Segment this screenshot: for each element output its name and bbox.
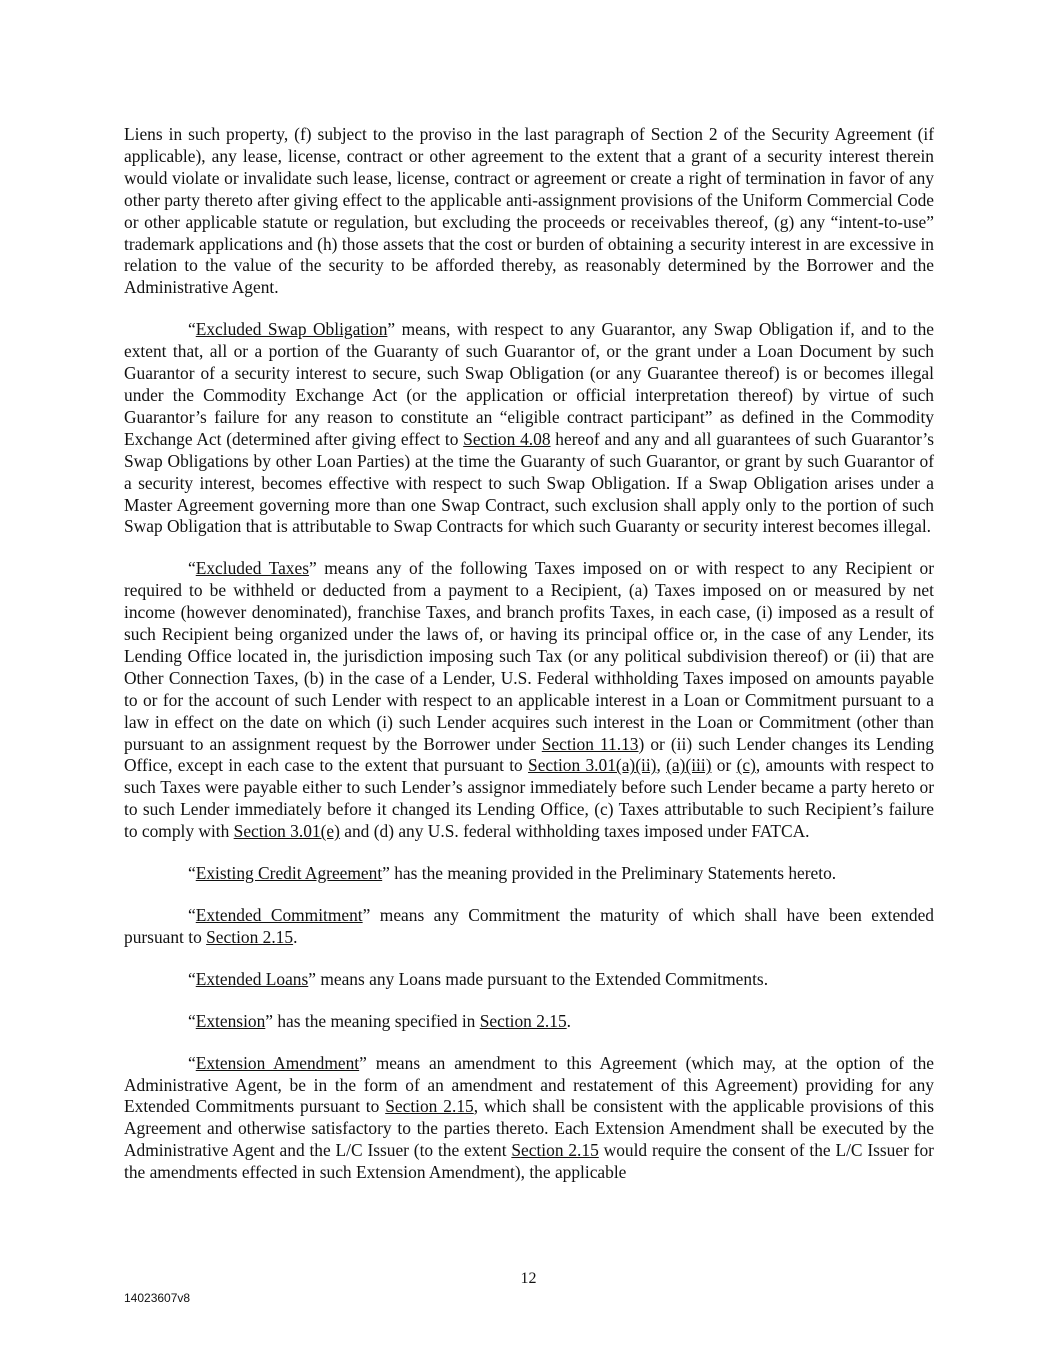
section-reference: Section 2.15 — [479, 1010, 567, 1031]
definition-text: , — [656, 755, 667, 776]
open-quote: “ — [188, 863, 196, 884]
definition-excluded-swap-obligation — [124, 319, 934, 538]
definition-existing-credit-agreement — [124, 863, 934, 885]
document-id: 14023607v8 — [124, 1291, 191, 1305]
section-reference: (c) — [736, 755, 756, 776]
open-quote: “ — [188, 319, 196, 340]
definition-text: . — [566, 1010, 572, 1031]
definition-text: ” means any Commitment the maturity of which shall have been extended pursuant to — [124, 905, 934, 947]
open-quote: “ — [188, 558, 196, 579]
definition-text: ” means, with respect to any Guarantor, any Swap Obligation if, and to the extent that, all or a portion of the Guaranty of such Guarantor of, or the grant under a Loan Document by such Guarantor of a security interest to secure, such Swap Obligation (or any Guarantee thereof) is or becomes illegal under the Commodity Exchange Act (or the application or official interpretation thereof) by virtue of such Guarantor’s failure for any reason to constitute an “eligible contract participant” as defined in the Commodity Exchange Act (determined after giving effect to — [124, 319, 934, 449]
open-quote: “ — [188, 1010, 196, 1031]
definition-text: . — [293, 926, 298, 947]
defined-term: Excluded Swap Obligation — [195, 319, 388, 340]
open-quote: “ — [188, 968, 196, 989]
definition-text: ) or (ii) such Lender changes its Lending Office, except in each case to the extent that pursuant to — [124, 733, 934, 776]
definition-extension — [124, 1011, 934, 1033]
definition-text: ” means any Loans made pursuant to the Extended Commitments. — [308, 968, 769, 989]
definition-extension-amendment — [124, 1053, 934, 1184]
section-reference: Section 2.15 — [511, 1140, 599, 1161]
section-reference: Section 2.15 — [206, 926, 294, 947]
definition-text: , which shall be consistent with the applicable provisions of this Agreement and otherwise satisfactory to the parties thereto. Each Extension Amendment shall be executed by the Administrative Agent and the L/C Issuer (to the extent — [124, 1096, 934, 1161]
defined-term: Existing Credit Agreement — [195, 863, 383, 884]
section-reference: Section 4.08 — [463, 428, 551, 449]
page-number: 12 — [520, 1270, 537, 1287]
definition-text: hereof and any and all guarantees of such Guarantor’s Swap Obligations by other Loan Parties) at the time the Guaranty of such Guarantor, or grant by such Guarantor of a security interest, becomes effective with respect to such Swap Obligation. If a Swap Obligation arises under a Master Agreement governing more than one Swap Contract, such exclusion shall apply only to the portion of such Swap Obligation that is attributable to Swap Contracts for which such Guaranty or security interest becomes illegal. — [124, 428, 934, 537]
section-reference: Section 11.13 — [541, 733, 639, 754]
definition-text: ” has the meaning provided in the Preliminary Statements hereto. — [382, 863, 837, 884]
section-reference: Section 2.15 — [385, 1096, 474, 1117]
definition-text: and (d) any U.S. federal withholding taxes imposed under FATCA. — [339, 821, 810, 842]
paragraph-text: Liens in such property, (f) subject to the proviso in the last paragraph of Section 2 of the Security Agreement (if applicable), any lease, license, contract or other agreement to the extent that a grant of a security interest therein would violate or invalidate such lease, license, contract or agreement or create a right of termination in favor of any other party thereto after giving effect to the applicable anti-assignment provisions of the Uniform Commercial Code or other applicable statute or regulation, but excluding the proceeds or receivables thereof, (g) any “intent-to-use” trademark applications and (h) those assets that the cost or burden of obtaining a security interest in are excessive in relation to the value of the security to be afforded thereby, as reasonably determined by the Borrower and the Administrative Agent. — [124, 124, 934, 298]
open-quote: “ — [188, 1052, 196, 1073]
paragraph-collateral-exclusions — [124, 124, 934, 299]
defined-term: Extended Loans — [195, 968, 309, 989]
definition-text: ” has the meaning specified in — [265, 1010, 480, 1031]
definition-text: would require the consent of the L/C Issuer for the amendments effected in such Extension Amendment), the applicable — [124, 1140, 934, 1183]
definition-text: ” means an amendment to this Agreement (which may, at the option of the Administrative Agent, be in the form of an amendment and restatement of this Agreement) providing for any Extended Commitments pursuant to — [124, 1052, 934, 1117]
definition-extended-commitment — [124, 905, 934, 949]
open-quote: “ — [188, 905, 196, 925]
section-reference: (a)(iii) — [666, 755, 712, 776]
defined-term: Extension Amendment — [195, 1052, 360, 1073]
definition-text: or — [711, 755, 737, 776]
definition-text: ” means any of the following Taxes imposed on or with respect to any Recipient or required to be withheld or deducted from a payment to a Recipient, (a) Taxes imposed on or measured by net income (however denominated), franchise Taxes, and branch profits Taxes, in each case, (i) imposed as a result of such Recipient being organized under the laws of, or having its principal office or, in the case of any Lender, its Lending Office located in, the jurisdiction imposing such Tax (or any political subdivision thereof) or (ii) that are Other Connection Taxes, (b) in the case of a Lender, U.S. Federal withholding Taxes imposed on amounts payable to or for the account of such Lender with respect to an applicable interest in a Loan or Commitment pursuant to a law in effect on the date on which (i) such Lender acquires such interest in the Loan or Commitment (other than pursuant to an assignment request by the Borrower under — [124, 558, 934, 754]
section-reference: Section 3.01(e) — [233, 821, 340, 842]
defined-term: Extended Commitment — [195, 905, 363, 925]
document-page — [124, 124, 934, 1204]
definition-text: , amounts with respect to such Taxes were payable either to such Lender’s assignor immediately before such Lender became a party hereto or to such Lender immediately before it changed its Lending Office, (c) Taxes attributable to such Recipient’s failure to comply with — [124, 755, 934, 842]
defined-term: Excluded Taxes — [195, 558, 309, 579]
defined-term: Extension — [195, 1010, 266, 1031]
section-reference: Section 3.01(a)(ii) — [528, 755, 657, 776]
definition-extended-loans — [124, 969, 934, 991]
definition-excluded-taxes — [124, 558, 934, 843]
